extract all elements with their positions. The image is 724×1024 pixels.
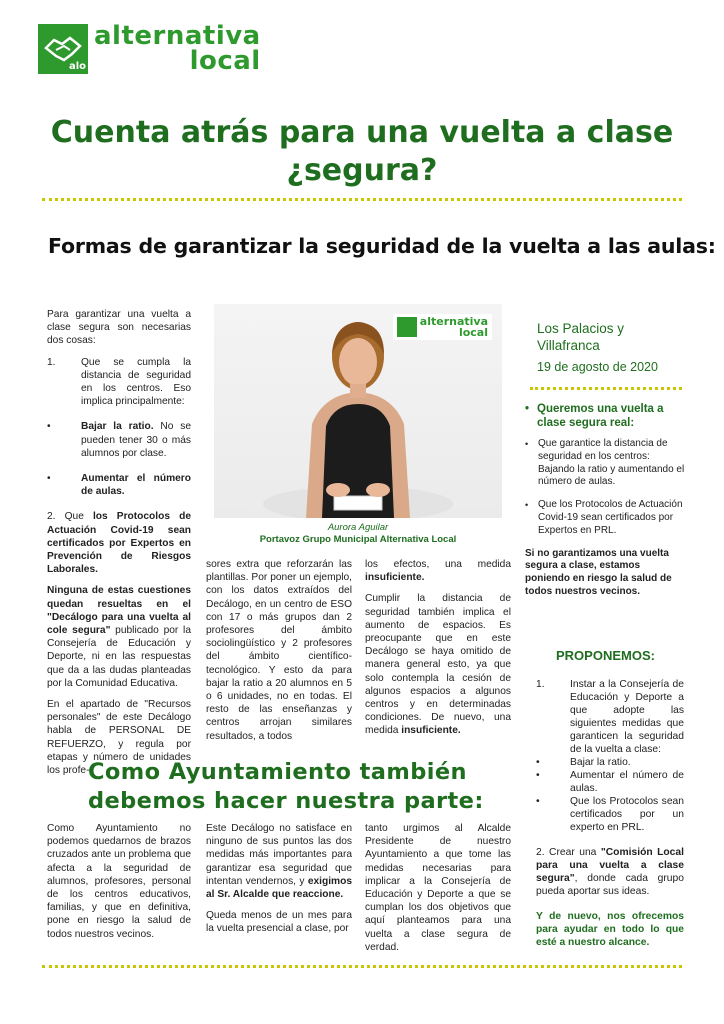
section-2-column-3 — [365, 822, 511, 962]
handshake-icon — [38, 24, 88, 74]
section-2-title — [88, 758, 484, 816]
portrait-photo — [214, 304, 502, 518]
list-item: 1. Instar a la Consejería de Educación y Deporte a que adopte las siguientes medidas que garanticen la seguridad de la vuelta a clase: — [536, 679, 684, 755]
list-item: • Que los Protocolos sean certificados por un experto en PRL. — [536, 796, 684, 833]
paragraph: Ninguna de estas cuestiones quedan resueltas en el "Decálogo para una vuelta al cole segura" publicado por la Consejería de Educación y Deporte, ni en las respuestas que da a las dudas planteadas por la Comunidad Educativa. — [47, 585, 191, 689]
logo-mark-text: alo — [68, 61, 86, 72]
paragraph: Como Ayuntamiento no podemos quedarnos de brazos cruzados ante un problema que afecta a la seguridad de alumnos, profesores, personal de los centros educativos, familias, y que en definitiva, pone en riesgo la salud de todos nuestros vecinos. — [47, 823, 191, 940]
point-2: 2. Que los Protocolos de Actuación Covid-19 sean certificados por Expertos en Prevención de Riesgos Laborales. — [47, 511, 191, 576]
proponemos-heading: PROPONEMOS: — [556, 648, 655, 663]
list-item: • Aumentar el número de aulas. — [47, 473, 191, 498]
dotted-divider — [42, 965, 682, 968]
paragraph: los efectos, una medida insuficiente. — [365, 559, 511, 584]
list-item: 1. Que se cumpla la distancia de seguridad en los centros. Eso implica principalmente: — [47, 356, 191, 408]
logo-line-2: local — [189, 46, 261, 76]
requirements-list — [47, 356, 191, 499]
caption-role: Portavoz Grupo Municipal Alternativa Local — [259, 534, 457, 545]
paragraph: tanto urgimos al Alcalde Presidente de nuestro Ayuntamiento a que tome las medidas necesarias para implicar a la Consejería de Educación y Deporte a que se cumplan los dos objetivos que aquí planteamos para una vuelta a clase segura de verdad. — [365, 823, 511, 953]
photo-caption — [214, 522, 502, 546]
title-line-1: Cuenta atrás para una vuelta a clase — [50, 115, 674, 150]
paragraph: sores extra que reforzarán las plantillas. Por poner un ejemplo, con los datos extraídos del Decálogo, en un centro de ESO con 17 o más grupos dan 2 profesores del ámbito sociolingüístico y 2 profesores del ámbito científico-tecnológico. Y esto da para bajar la ratio a 20 alumnos en 5 o 6 unidades, no en todas. El resto de las enseñanzas y centros arrojan similares resultados, a todos — [206, 559, 352, 742]
list-item: • Bajar la ratio. — [536, 757, 631, 768]
list-item: • Aumentar el número de aulas. — [536, 770, 684, 794]
brand-logo — [38, 21, 261, 76]
warning-paragraph: Si no garantizamos una vuelta segura a clase, estamos poniendo en riesgo la salud de todos nuestros vecinos. — [525, 547, 672, 597]
dotted-divider — [42, 198, 682, 201]
section-2-title-line-1: Como Ayuntamiento también — [88, 759, 467, 785]
right-bullets — [525, 438, 685, 538]
section-2-column-2 — [206, 822, 352, 944]
column-2 — [206, 558, 352, 751]
section-subtitle: Formas de garantizar la seguridad de la vuelta a las aulas: — [48, 234, 716, 258]
title-line-2: ¿segura? — [286, 153, 438, 188]
date-label: 19 de agosto de 2020 — [537, 360, 658, 374]
logo-line-1: alternativa — [94, 21, 261, 51]
list-item: • Bajar la ratio. No se pueden tener 30 o más alumnos por clase. — [47, 421, 191, 459]
dotted-divider — [530, 387, 682, 390]
section-2-title-line-2: debemos hacer nuestra parte: — [88, 788, 484, 814]
list-item: • Que los Protocolos de Actuación Covid-19 sean certificados por Expertos en PRL. — [525, 499, 683, 536]
proposal-list — [536, 678, 684, 949]
list-item: • Que garantice la distancia de seguridad en los centros: Bajando la ratio y aumentando el número de aulas. — [525, 438, 685, 488]
location-label: Los Palacios y Villafranca — [537, 321, 625, 353]
page-title — [0, 114, 724, 190]
right-column — [525, 402, 685, 599]
section-2-column-1 — [47, 822, 191, 949]
list-item: 2. Crear una "Comisión Local para una vuelta a clase segura", donde cada grupo pueda aportar sus ideas. — [536, 847, 684, 897]
logo-icon — [397, 317, 417, 337]
paragraph: Queda menos de un mes para la vuelta presencial a clase, por — [206, 910, 352, 935]
intro-paragraph: Para garantizar una vuelta a clase segura son necesarias dos cosas: — [47, 309, 191, 347]
paragraph: En el apartado de "Recursos personales" de este Decálogo habla de PERSONAL DE REFUERZO, y regula por etapas y número de unidades los profe- — [47, 699, 191, 777]
photo-logo: alternativa local — [393, 314, 492, 340]
right-heading: • Queremos una vuelta a clase segura real: — [525, 403, 664, 429]
paragraph: Cumplir la distancia de seguridad también implica el aumento de espacios. Es preocupante que en este Decálogo se haya omitido de manera general esto, ya que solo contempla la cesión de algunos espacios a algunos centros y en determinadas condiciones. De nuevo, una medida insuficiente. — [365, 593, 511, 737]
closing-paragraph: Y de nuevo, nos ofrecemos para ayudar en todo lo que esté a nuestro alcance. — [536, 911, 684, 948]
paragraph: Este Decálogo no satisface en ninguno de sus puntos las dos medidas más importantes para garantizar esa seguridad que intentan vendernos, y exigimos al Sr. Alcalde que reaccione. — [206, 823, 352, 901]
logo-wordmark — [94, 21, 261, 76]
column-1 — [47, 308, 191, 785]
caption-name: Aurora Aguilar — [327, 522, 389, 533]
column-3 — [365, 558, 511, 746]
